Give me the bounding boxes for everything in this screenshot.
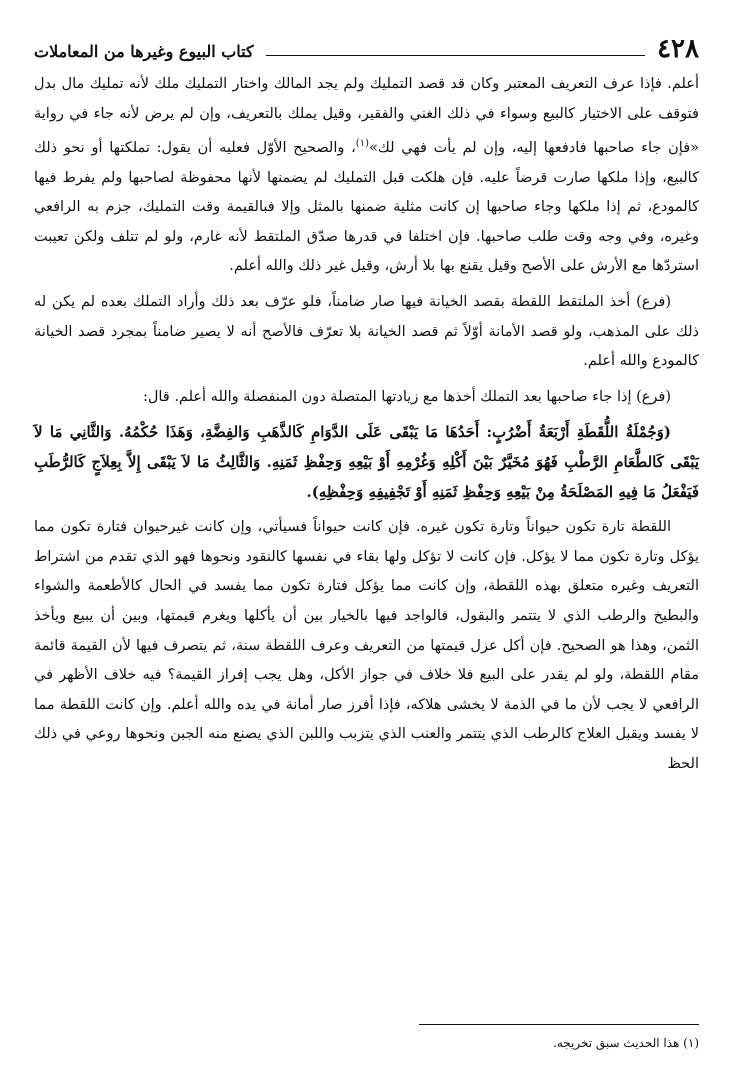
matn-text: (وَجُمْلَةُ اللُّقَطَةِ أَرْبَعَةُ أَضْرُبٍ: أَحَدُهَا مَا يَبْقَى عَلَى الدَّوَامِ كَالذَّهَبِ وَالفِضَّةِ، وَهَذَا حُكْمُهُ. وَالثَّانِي مَا لاَ يَبْقَى كَالطَّعَامِ الرَّطْبِ فَهُوَ مُخَيَّرٌ بَيْنَ أَكْلِهِ وَغُرْمِهِ أَوْ بَيْعِهِ وَحِفْظِ ثَمَنِهِ. وَالثَّالِثُ مَا لاَ يَبْقَى إِلاَّ بِعِلاَجٍ كَالرُّطَبِ فَيَفْعَلُ مَا فِيهِ المَصْلَحَةُ مِنْ بَيْعِهِ وَحِفْظِ ثَمَنِهِ أَوْ تَجْفِيفِهِ وَحِفْظِهِ).: [34, 423, 699, 501]
header-rule: [266, 55, 645, 56]
footnote-reference: (١): [355, 138, 369, 150]
page-header: [34, 36, 699, 62]
page-body: [34, 70, 699, 779]
paragraph-far-2: (فرع) إذا جاء صاحبها بعد التملك أخذها مع زيادتها المتصلة دون المنفصلة والله أعلم. قال:: [142, 388, 671, 405]
running-title: كتاب البيوع وغيرها من المعاملات: [34, 42, 254, 61]
paragraph-1-text: أعلم. فإذا عرف التعريف المعتبر وكان قد قصد التمليك ولم يجد المالك واختار التمليك ملك لأنه تمليك مال بدل فتوقف على الاختيار كالبيع وسواء في ذلك الغني والفقير، وقيل يملك بالتعريف، وإن لم يرض لأنه جاء في رواية «فإن جاء صاحبها فادفعها إليه، وإن لم يأت فهي لك»: [34, 76, 699, 157]
paragraph-commentary: اللقطة تارة تكون حيواناً وتارة تكون غيره. فإن كانت حيواناً فسيأتي، وإن كانت غيرحيوان فتارة تكون مما يؤكل وتارة تكون مما لا يؤكل. فإن كانت لا تؤكل ولها بقاء في نفسها كالنقود ونحوها فهو الذي تقدم من اشتراط التعريف وغيره متعلق بهذه اللقطة، وإن كانت مما يؤكل فتارة تكون مما يفسد في الحال كالأطعمة والشواء والبطيخ والرطب الذي لا يتتمر والبقول، فالواجد فيها بالخيار بين أن يأكلها ويغرم قيمتها، وبين أن يبيع ويأخذ الثمن، وهذا هو الصحيح. فإن أكل عزل قيمتها من التعريف وعرف اللقطة سنة، ثم يتصرف فيها لأن القيمة قائمة مقام اللقطة، ولو لم يقدر على البيع فلا خلاف في جواز الأكل، وهل يجب إفراز القيمة؟ فيه خلاف الأظهر في الرافعي لا يجب لأن ما في الذمة لا يخشى هلاكه، فإذا أفرز صار أمانة في يده والله أعلم. وإن كانت اللقطة مما لا يفسد ويقبل العلاج كالرطب الذي يتتمر والعنب الذي يتزبب واللبن الذي يصنع منه الجبن ونحوها روعي في ذلك الحظ: [34, 519, 699, 772]
footnote-rule: [419, 1024, 699, 1025]
paragraph-1-continuation: ، والصحيح الأوّل فعليه أن يقول: تملكتها أو نحو ذلك كالبيع، وإذا ملكها صارت قرضاً عليه. فإن هلكت قبل التمليك لم يضمنها لأنها محفوظة لصاحبها ولم يفرط فيها كالمودع، ثم إذا ملكها وجاء صاحبها إن كانت مثلية ضمنها بالمثل وإلا فبالقيمة وقت التمليك، جزم به الرافعي وغيره، وفي وجه وقت طلب صاحبها. فإن اختلفا في قدرها صدّق الملتقط لأنه غارم، ولو لم تتلف ولكن تعيبت استردّها مع الأرش على الأصح وقيل يقنع بها بلا أرش، وقيل غير ذلك والله أعلم.: [34, 140, 699, 275]
footnote: (١) هذا الحديث سبق تخريجه.: [553, 1036, 699, 1050]
paragraph-far-1: (فرع) أخذ الملتقط اللقطة بقصد الخيانة فيها صار ضامناً، فلو عرّف بعد ذلك وأراد التملك بعده لم يكن له ذلك على المذهب، ولو قصد الأمانة أوّلاً ثم قصد الخيانة بلا تعرّف فالأصح أنه لا يصير ضامناً بمجرد قصد الخيانة كالمودع والله أعلم.: [34, 293, 699, 370]
page-number: ٤٢٨: [657, 34, 699, 64]
paragraph-1: [34, 70, 699, 282]
